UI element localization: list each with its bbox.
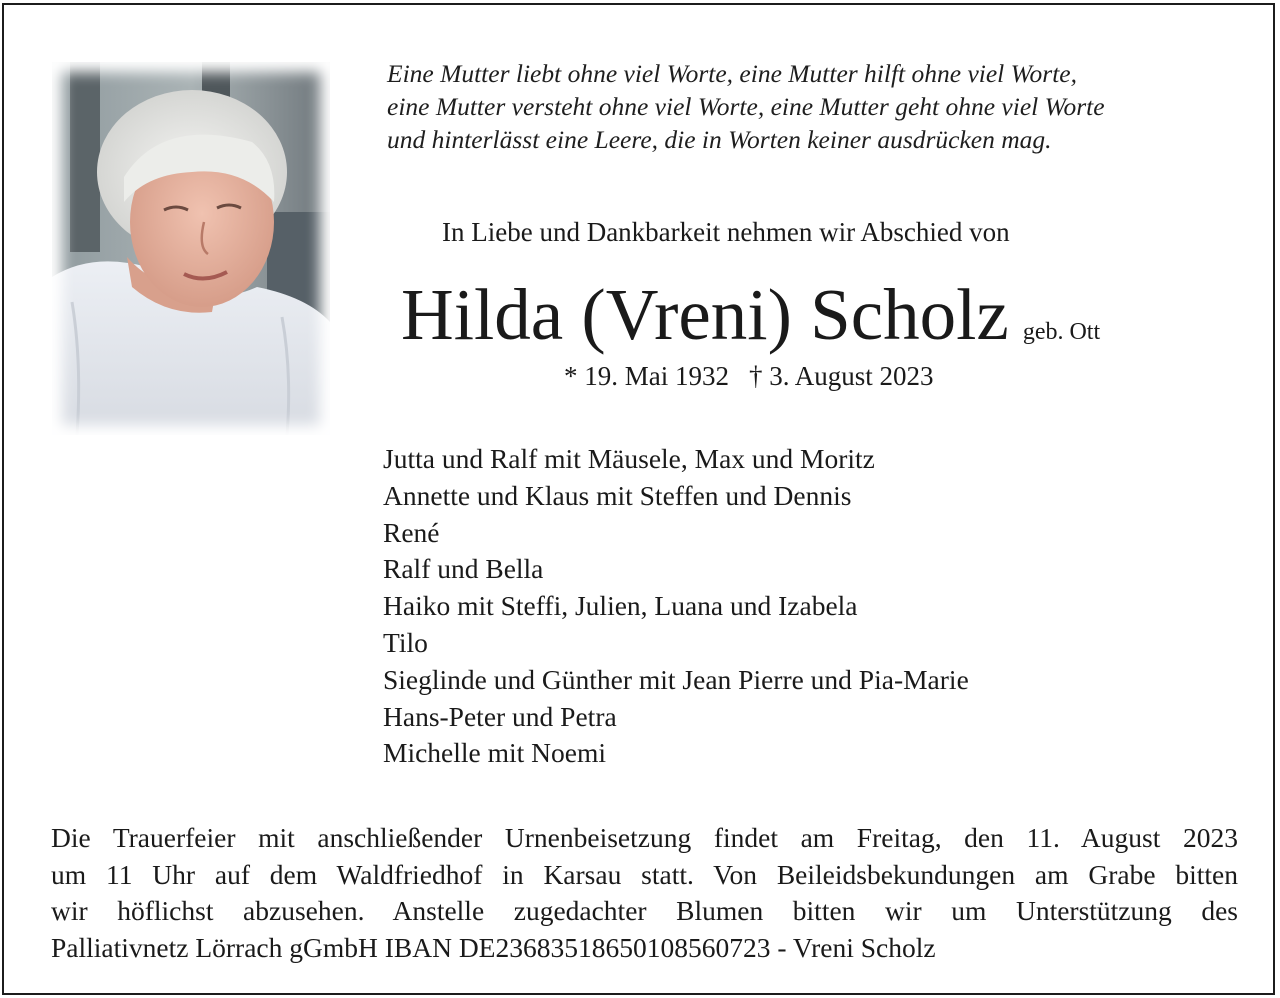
intro-text: In Liebe und Dankbarkeit nehmen wir Abschied von [442, 217, 1010, 247]
mourner-entry: Michelle mit Noemi [383, 737, 607, 769]
portrait-photo [52, 62, 330, 435]
maiden-name: geb. Ott [1022, 319, 1101, 345]
mourner-entry: Tilo [383, 626, 428, 658]
mourner-entry: Hans-Peter und Petra [383, 700, 617, 732]
portrait-photo-image [52, 62, 330, 435]
funeral-notice [51, 820, 1238, 966]
death-date: † 3. August 2023 [749, 361, 934, 391]
notice-line: Die Trauerfeier mit anschließender Urnenbeisetzung findet am Freitag, den 11. August 2023 [51, 822, 1238, 853]
notice-line: um 11 Uhr auf dem Waldfriedhof in Karsau statt. Von Beileidsbekundungen am Grabe bitten [51, 858, 1238, 890]
mourner-entry: Haiko mit Steffi, Julien, Luana und Izabela [383, 590, 858, 622]
poem [387, 57, 1247, 156]
mourner-entry: Annette und Klaus mit Steffen und Dennis [383, 479, 852, 511]
poem-line: und hinterlässt eine Leere, die in Worten keiner ausdrücken mag. [387, 125, 1052, 154]
mourner-entry: Ralf und Bella [383, 553, 544, 585]
mourners-list [383, 441, 969, 772]
mourner-entry: Jutta und Ralf mit Mäusele, Max und Moritz [383, 443, 875, 474]
notice-line: wir höflichst abzusehen. Anstelle zugedachter Blumen bitten wir um Unterstützung des [51, 895, 1238, 926]
mourner-entry: Sieglinde und Günther mit Jean Pierre und Pia-Marie [383, 663, 969, 695]
life-dates [564, 361, 934, 392]
mourner-entry: René [383, 516, 440, 548]
poem-line: Eine Mutter liebt ohne viel Worte, eine Mutter hilft ohne viel Worte, [387, 59, 1077, 88]
poem-line: eine Mutter versteht ohne viel Worte, eine Mutter geht ohne viel Worte [387, 92, 1105, 121]
obituary-frame [2, 3, 1275, 995]
deceased-name: Hilda (Vreni) Scholz [401, 274, 1009, 355]
notice-line: Palliativnetz Lörrach gGmbH IBAN DE23683518650108560723 - Vreni Scholz [51, 931, 936, 963]
deceased-name-row [401, 273, 1100, 357]
birth-date: * 19. Mai 1932 [564, 361, 729, 391]
